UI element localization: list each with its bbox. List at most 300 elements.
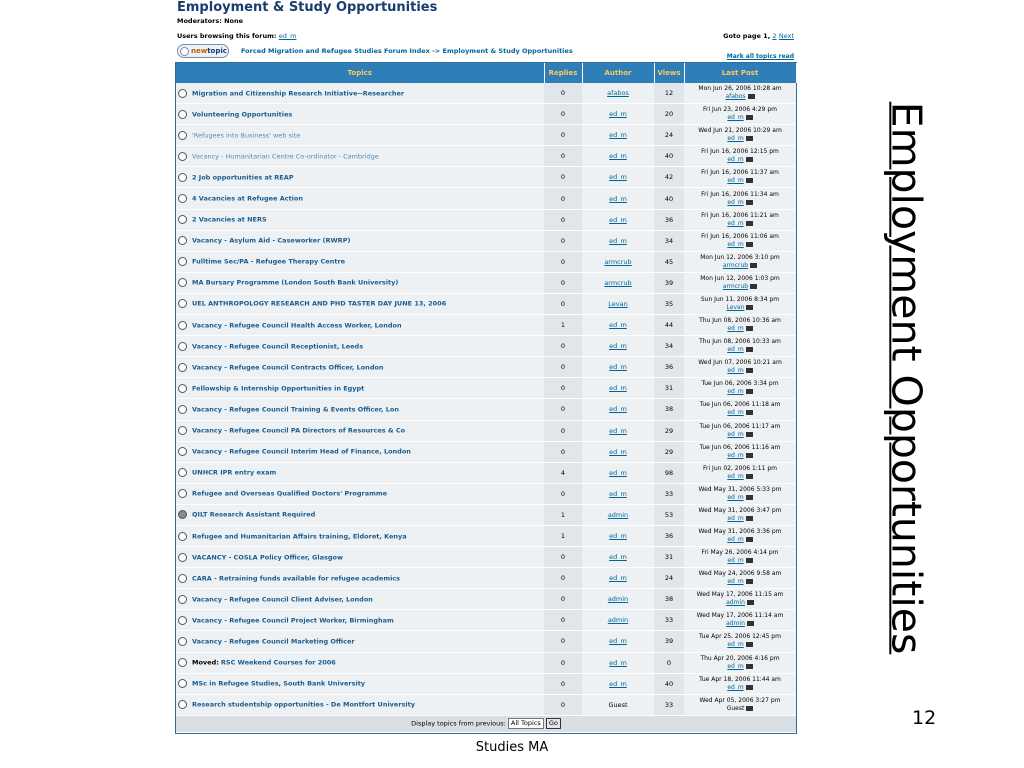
table-row [176,610,796,631]
last-post-date: Tue Jun 06, 2006 11:16 am [699,443,781,451]
view-latest-post-icon[interactable] [746,221,753,226]
last-post-user-link[interactable]: armcrub [722,261,749,269]
table-header [176,63,796,83]
author-link[interactable]: armcrub [582,251,654,272]
topic-folder-icon [178,595,187,604]
last-post-date: Fri Jun 02, 2006 1:11 pm [703,464,777,472]
topic-folder-icon [178,426,187,435]
views-cell: 98 [654,462,684,483]
author-link[interactable]: ed_m [582,547,654,568]
topic-title-link[interactable]: Fulltime Sec/PA - Refugee Therapy Centre [192,257,346,266]
last-post-user-link[interactable]: ed_m [727,156,744,164]
last-post-user-link[interactable]: ed_m [727,409,744,417]
topic-title-link[interactable]: RSC Weekend Courses for 2006 [220,658,336,667]
replies-cell: 0 [544,589,582,610]
topic-cell [176,631,544,652]
topic-folder-icon [178,447,187,456]
views-cell: 40 [654,146,684,167]
topic-folder-icon [178,173,187,182]
views-cell: 38 [654,399,684,420]
table-row [176,230,796,251]
last-post-user-link[interactable]: ed_m [727,346,744,354]
browsing-user-link[interactable]: ed_m [278,32,297,40]
table-row [176,315,796,336]
view-latest-post-icon[interactable] [746,368,753,373]
table-footer [176,715,796,732]
view-latest-post-icon[interactable] [746,664,753,669]
topic-cell [176,504,544,525]
last-post-date: Tue Jun 06, 2006 3:34 pm [701,380,779,388]
forum-title: Employment & Study Opportunities [177,0,438,15]
author-link[interactable]: ed_m [582,631,654,652]
table-row [176,209,796,230]
last-post-cell [684,694,796,715]
last-post-cell [684,293,796,314]
topic-title-link[interactable]: MSc in Refugee Studies, South Bank University [192,679,366,688]
last-post-cell [684,104,796,125]
replies-cell: 0 [544,694,582,715]
mark-all-read-link[interactable]: Mark all topics read [726,53,794,60]
topic-title-link[interactable]: Vacancy - Refugee Council Training & Events Officer, Lon [192,405,399,414]
table-row [176,336,796,357]
topic-title-link[interactable]: QILT Research Assistant Required [192,510,316,519]
topic-cell [176,230,544,251]
last-post-cell [684,167,796,188]
last-post-date: Wed May 31, 2006 3:47 pm [698,506,782,514]
last-post-date: Fri Jun 16, 2006 11:21 am [701,211,779,219]
last-post-date: Fri Jun 16, 2006 12:15 pm [701,148,779,156]
replies-cell: 4 [544,462,582,483]
last-post-cell [684,547,796,568]
topic-folder-icon [178,131,187,140]
view-latest-post-icon[interactable] [750,263,757,268]
author-link[interactable]: ed_m [582,336,654,357]
topic-folder-icon [178,110,187,119]
last-post-user-link[interactable]: afabos [725,93,746,101]
views-cell: 29 [654,441,684,462]
author-link[interactable]: ed_m [582,167,654,188]
new-topic-icon [180,47,189,56]
last-post-user-link[interactable]: ed_m [727,114,744,122]
view-latest-post-icon[interactable] [746,178,753,183]
last-post-user-link[interactable]: ed_m [727,388,744,396]
topic-folder-icon [178,532,187,541]
view-latest-post-icon[interactable] [746,115,753,120]
last-post-cell [684,441,796,462]
author-link[interactable]: ed_m [582,230,654,251]
topic-cell [176,251,544,272]
topic-title-link[interactable]: Vacancy - Refugee Council Client Adviser, London [192,595,373,604]
views-cell: 24 [654,125,684,146]
topic-folder-icon [178,194,187,203]
author-link[interactable]: admin [582,589,654,610]
replies-cell: 0 [544,652,582,673]
topics-table-wrapper [175,62,797,734]
views-cell: 31 [654,547,684,568]
topic-cell [176,399,544,420]
author-link[interactable]: ed_m [582,209,654,230]
views-cell: 45 [654,251,684,272]
last-post-user-link[interactable]: ed_m [727,536,744,544]
views-cell: 40 [654,188,684,209]
topic-cell [176,188,544,209]
views-cell: 36 [654,357,684,378]
table-row [176,652,796,673]
topic-cell [176,146,544,167]
topic-title-link[interactable]: Vacancy - Refugee Council Marketing Officer [192,637,355,646]
last-post-user-link[interactable]: ed_m [727,219,744,227]
view-latest-post-icon[interactable] [746,347,753,352]
author-link[interactable]: ed_m [582,378,654,399]
topic-folder-icon [178,700,187,709]
author-link[interactable]: ed_m [582,441,654,462]
table-row [176,399,796,420]
last-post-cell [684,188,796,209]
topic-cell [176,525,544,546]
last-post-date: Tue Jun 06, 2006 11:17 am [699,422,781,430]
topic-title-link[interactable]: CARA - Retraining funds available for refugee academics [192,574,401,583]
display-topics-label: Display topics from previous: [411,719,506,728]
table-row [176,83,796,104]
last-post-user-link[interactable]: ed_m [727,578,744,586]
topic-title-link[interactable]: UNHCR IPR entry exam [192,468,277,477]
view-latest-post-icon[interactable] [746,389,753,394]
last-post-cell [684,673,796,694]
topic-folder-icon [178,468,187,477]
topic-cell [176,462,544,483]
last-post-cell [684,462,796,483]
last-post-user-link[interactable]: ed_m [727,472,744,480]
last-post-date: Sun Jun 11, 2006 8:34 pm [700,295,780,303]
topic-folder-icon [178,299,187,308]
moved-label: Moved: [192,658,219,667]
last-post-cell [684,251,796,272]
last-post-date: Wed Apr 05, 2006 3:27 pm [699,696,781,704]
users-browsing [177,32,296,40]
table-row [176,125,796,146]
table-row [176,167,796,188]
views-cell: 12 [654,83,684,104]
header-topics: Topics [176,63,544,83]
topic-cell [176,167,544,188]
author-link: Guest [582,694,654,715]
goto-current: 1, [763,32,771,40]
last-post-cell [684,504,796,525]
last-post-user-link[interactable]: armcrub [722,282,749,290]
view-latest-post-icon[interactable] [746,410,753,415]
last-post-user-link[interactable]: admin [726,620,745,628]
goto-next-link[interactable]: Next [778,32,794,40]
topic-title-link[interactable]: Vacancy - Refugee Council Contracts Officer, London [192,363,384,372]
topic-folder-icon [178,363,187,372]
topic-title-link[interactable]: Vacancy - Refugee Council Receptionist, Leeds [192,342,364,351]
header-replies: Replies [544,63,582,83]
replies-cell: 0 [544,399,582,420]
last-post-date: Fri May 26, 2006 4:14 pm [701,549,779,557]
topic-cell [176,315,544,336]
topic-title-link[interactable]: VACANCY - COSLA Policy Officer, Glasgow [192,553,343,562]
replies-cell: 0 [544,125,582,146]
topic-folder-icon [178,679,187,688]
topic-title-link[interactable]: Refugee and Humanitarian Affairs training, Eldoret, Kenya [192,532,407,541]
view-latest-post-icon[interactable] [746,242,753,247]
last-post-cell [684,652,796,673]
view-latest-post-icon[interactable] [746,495,753,500]
last-post-user-link[interactable]: ed_m [727,198,744,206]
replies-cell: 0 [544,357,582,378]
last-post-user-link[interactable]: ed_m [727,557,744,565]
topic-title-link[interactable]: Vacancy - Refugee Council Project Worker, Birmingham [192,616,394,625]
topic-title-link[interactable]: Vacancy - Refugee Council Health Access Worker, London [192,321,402,330]
topic-cell [176,125,544,146]
last-post-cell [684,209,796,230]
header-last-post: Last Post [684,63,796,83]
topics-table [176,63,797,733]
author-link[interactable]: admin [582,610,654,631]
author-link[interactable]: ed_m [582,652,654,673]
topic-folder-icon [178,553,187,562]
goto-label: Goto page [723,32,761,40]
author-link[interactable]: ed_m [582,146,654,167]
author-link[interactable]: ed_m [582,420,654,441]
replies-cell: 1 [544,504,582,525]
views-cell: 53 [654,504,684,525]
author-link[interactable]: armcrub [582,272,654,293]
last-post-user-link[interactable]: ed_m [727,325,744,333]
views-cell: 31 [654,378,684,399]
last-post-date: Tue Jun 06, 2006 11:18 am [699,401,781,409]
topic-title-link[interactable]: Migration and Citizenship Research Initiative--Researcher [192,89,405,98]
last-post-date: Wed May 17, 2006 11:14 am [696,612,784,620]
table-row [176,420,796,441]
topic-cell [176,104,544,125]
table-row [176,357,796,378]
last-post-user-link[interactable]: ed_m [727,135,744,143]
last-post-date: Wed May 24, 2006 9:58 am [698,570,782,578]
last-post-cell [684,483,796,504]
topic-folder-icon [178,278,187,287]
last-post-date: Wed Jun 21, 2006 10:29 am [698,127,782,135]
view-latest-post-icon[interactable] [750,284,757,289]
breadcrumb[interactable]: Forced Migration and Refugee Studies Forum Index -> Employment & Study Opportunities [241,47,573,55]
view-latest-post-icon[interactable] [746,558,753,563]
last-post-date: Fri Jun 16, 2006 11:37 am [701,169,779,177]
table-row [176,378,796,399]
views-cell: 39 [654,631,684,652]
topic-title-link[interactable]: 'Refugees into Business' web site [192,131,301,140]
author-link[interactable]: ed_m [582,188,654,209]
author-link[interactable]: admin [582,504,654,525]
view-latest-post-icon[interactable] [746,537,753,542]
table-row [176,504,796,525]
replies-cell: 0 [544,230,582,251]
view-latest-post-icon[interactable] [748,94,755,99]
topic-title-link[interactable]: 2 Vacancies at NERS [192,215,267,224]
last-post-cell [684,589,796,610]
view-latest-post-icon[interactable] [747,600,754,605]
table-row [176,188,796,209]
view-latest-post-icon[interactable] [746,305,753,310]
last-post-date: Fri Jun 23, 2006 4:29 pm [703,106,777,114]
header-author: Author [582,63,654,83]
author-link[interactable]: ed_m [582,104,654,125]
author-link[interactable]: ed_m [582,125,654,146]
last-post-user-link[interactable]: Levan [726,303,745,311]
table-row [176,483,796,504]
topic-title-link[interactable]: Vacancy - Refugee Council PA Directors of Resources & Co [192,426,406,435]
replies-cell: 0 [544,547,582,568]
new-topic-label: topic [207,47,227,55]
topic-title-link[interactable]: Vacancy - Refugee Council Interim Head of Finance, London [192,447,411,456]
views-cell: 29 [654,420,684,441]
topic-folder-icon [178,152,187,161]
slide-title-text: Employment Opportunities [882,101,930,655]
view-latest-post-icon[interactable] [746,474,753,479]
last-post-user-link[interactable]: ed_m [727,451,744,459]
topic-title-link[interactable]: UEL ANTHROPOLOGY RESEARCH AND PHD TASTER DAY JUNE 13, 2006 [192,299,447,308]
author-link[interactable]: ed_m [582,315,654,336]
last-post-date: Mon Jun 12, 2006 3:10 pm [700,253,780,261]
view-latest-post-icon[interactable] [746,200,753,205]
new-topic-prefix: new [191,47,208,55]
replies-cell: 0 [544,104,582,125]
author-link[interactable]: ed_m [582,673,654,694]
view-latest-post-icon[interactable] [746,157,753,162]
last-post-cell [684,568,796,589]
last-post-user-link[interactable]: ed_m [727,514,744,522]
replies-cell: 0 [544,188,582,209]
view-latest-post-icon[interactable] [746,642,753,647]
last-post-user-link[interactable]: admin [726,599,745,607]
last-post-cell [684,83,796,104]
author-link[interactable]: Levan [582,293,654,314]
views-cell: 38 [654,589,684,610]
topic-cell [176,272,544,293]
view-latest-post-icon[interactable] [746,432,753,437]
last-post-user-link[interactable]: ed_m [727,430,744,438]
last-post-user-link[interactable]: ed_m [727,683,744,691]
author-link[interactable]: ed_m [582,483,654,504]
author-link[interactable]: ed_m [582,568,654,589]
topic-cell [176,83,544,104]
views-cell: 44 [654,315,684,336]
last-post-cell [684,378,796,399]
table-row [176,251,796,272]
last-post-date: Wed May 31, 2006 3:36 pm [698,528,782,536]
table-row [176,568,796,589]
topics-period-select[interactable]: All Topics [508,718,544,729]
last-post-user-link[interactable]: ed_m [727,240,744,248]
topic-folder-icon [178,321,187,330]
topic-cell [176,568,544,589]
view-latest-post-icon[interactable] [746,136,753,141]
author-link[interactable]: ed_m [582,399,654,420]
last-post-cell [684,125,796,146]
last-post-cell [684,420,796,441]
topic-cell [176,652,544,673]
view-latest-post-icon[interactable] [746,516,753,521]
display-topics-bar [176,715,796,732]
topic-title-link[interactable]: Volunteering Opportunities [192,110,293,119]
topic-folder-icon [178,257,187,266]
replies-cell: 0 [544,83,582,104]
last-post-user-link[interactable]: ed_m [727,177,744,185]
view-latest-post-icon[interactable] [747,621,754,626]
topic-folder-icon [178,574,187,583]
browsing-label: Users browsing this forum: [177,32,277,40]
last-post-cell [684,399,796,420]
topic-title-link[interactable]: Refugee and Overseas Qualified Doctors' Programme [192,489,388,498]
topic-folder-icon [178,616,187,625]
last-post-cell [684,357,796,378]
replies-cell: 0 [544,378,582,399]
view-latest-post-icon[interactable] [746,326,753,331]
topic-title-link[interactable]: MA Bursary Programme (London South Bank University) [192,278,399,287]
topic-folder-icon [178,89,187,98]
topic-title-link[interactable]: 2 Job opportunities at REAP [192,173,294,182]
last-post-cell [684,610,796,631]
replies-cell: 0 [544,568,582,589]
view-latest-post-icon[interactable] [746,685,753,690]
topic-title-link[interactable]: Research studentship opportunities - De Montfort University [192,700,415,709]
last-post-cell [684,230,796,251]
topic-cell [176,589,544,610]
views-cell: 36 [654,209,684,230]
author-link[interactable]: ed_m [582,462,654,483]
view-latest-post-icon[interactable] [746,579,753,584]
last-post-date: Fri Jun 16, 2006 11:34 am [701,190,779,198]
topic-cell [176,357,544,378]
goto-page [723,32,794,40]
topic-title-link[interactable]: Vacancy - Humanitarian Centre Co-ordinator - Cambridge [192,152,379,161]
views-cell: 34 [654,336,684,357]
last-post-date: Wed May 31, 2006 5:33 pm [698,485,782,493]
last-post-date: Tue Apr 18, 2006 11:44 am [699,675,781,683]
replies-cell: 0 [544,336,582,357]
views-cell: 40 [654,673,684,694]
last-post-user-link: Guest [726,704,745,712]
author-link[interactable]: afabos [582,83,654,104]
table-row [176,589,796,610]
go-button[interactable]: Go [546,718,561,729]
last-post-cell [684,631,796,652]
views-cell: 34 [654,230,684,251]
last-post-cell [684,315,796,336]
last-post-date: Fri Jun 16, 2006 11:06 am [701,232,779,240]
views-cell: 20 [654,104,684,125]
view-latest-post-icon[interactable] [746,706,753,711]
goto-page-2-link[interactable]: 2 [772,32,777,40]
moderators-label: Moderators: None [177,17,244,25]
topic-folder-icon [178,658,187,667]
last-post-user-link[interactable]: ed_m [727,662,744,670]
last-post-date: Wed Jun 07, 2006 10:21 am [698,359,782,367]
view-latest-post-icon[interactable] [746,453,753,458]
replies-cell: 0 [544,209,582,230]
replies-cell: 0 [544,272,582,293]
topic-title-link[interactable]: Vacancy - Asylum Aid - Caseworker (RWRP) [192,236,351,245]
new-topic-button[interactable] [177,44,229,58]
last-post-user-link[interactable]: ed_m [727,641,744,649]
topic-title-link[interactable]: 4 Vacancies at Refugee Action [192,194,304,203]
last-post-user-link[interactable]: ed_m [727,367,744,375]
views-cell: 33 [654,610,684,631]
author-link[interactable]: ed_m [582,525,654,546]
topic-folder-icon [178,384,187,393]
last-post-user-link[interactable]: ed_m [727,493,744,501]
author-link[interactable]: ed_m [582,357,654,378]
topic-title-link[interactable]: Fellowship & Internship Opportunities in Egypt [192,384,365,393]
